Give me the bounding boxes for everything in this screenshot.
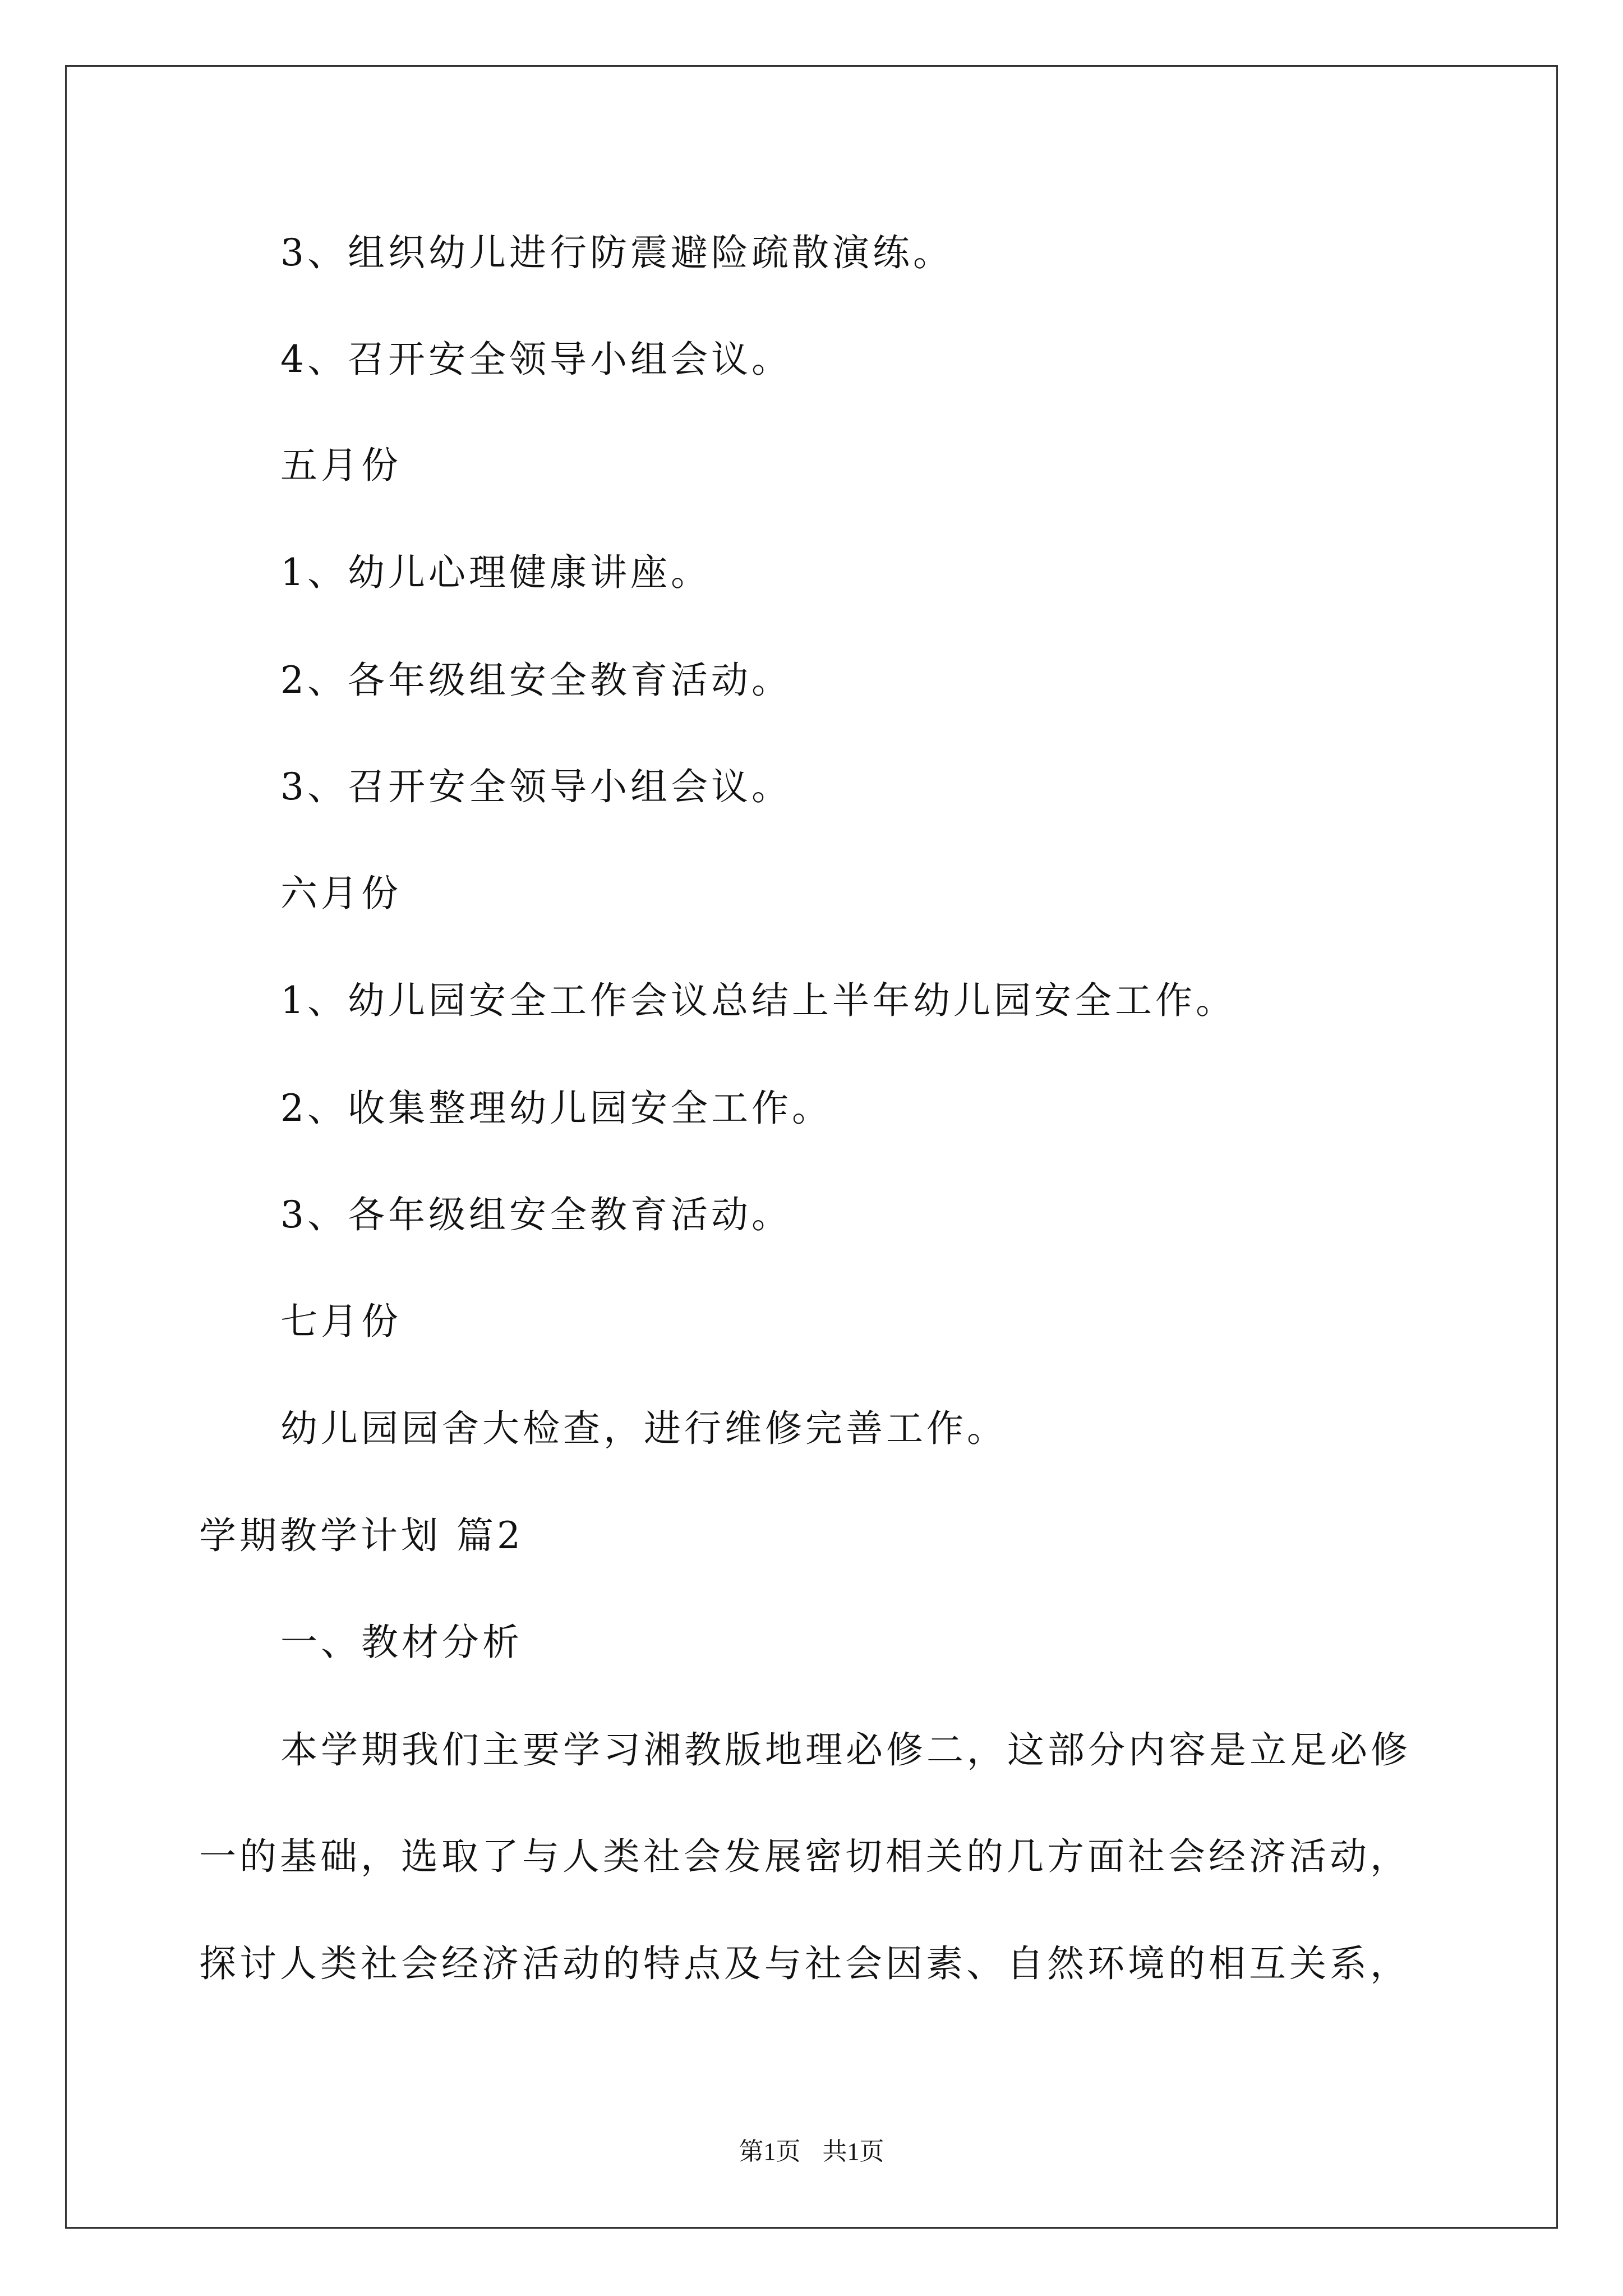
text-line: 3、各年级组安全教育活动。 [280, 1193, 792, 1236]
page-number-total: 共1页 [822, 2138, 884, 2165]
text-line: 1、幼儿园安全工作会议总结上半年幼儿园安全工作。 [280, 979, 1236, 1022]
paragraph-line: 本学期我们主要学习湘教版地理必修二，这部分内容是立足必修 [280, 1728, 1411, 1772]
text-line: 1、幼儿心理健康讲座。 [280, 551, 711, 594]
text-line: 幼儿园园舍大检查，进行维修完善工作。 [280, 1407, 1007, 1450]
page-footer [0, 2139, 1623, 2164]
text-line: 2、收集整理幼儿园安全工作。 [280, 1087, 832, 1130]
page-border [65, 65, 1558, 2229]
section-heading: 一、教材分析 [280, 1621, 523, 1664]
section-heading: 五月份 [280, 444, 402, 487]
article-title: 学期教学计划 篇2 [199, 1514, 524, 1557]
paragraph-line: 一的基础，选取了与人类社会发展密切相关的几方面社会经济活动， [199, 1835, 1410, 1878]
section-heading: 六月份 [280, 872, 402, 915]
text-line: 4、召开安全领导小组会议。 [280, 338, 792, 381]
section-heading: 七月份 [280, 1300, 402, 1343]
text-line: 3、召开安全领导小组会议。 [280, 765, 792, 808]
paragraph-line: 探讨人类社会经济活动的特点及与社会因素、自然环境的相互关系， [199, 1942, 1410, 1985]
page-number-current: 第1页 [739, 2138, 801, 2165]
text-line: 3、组织幼儿进行防震避险疏散演练。 [280, 231, 953, 274]
text-line: 2、各年级组安全教育活动。 [280, 659, 792, 702]
